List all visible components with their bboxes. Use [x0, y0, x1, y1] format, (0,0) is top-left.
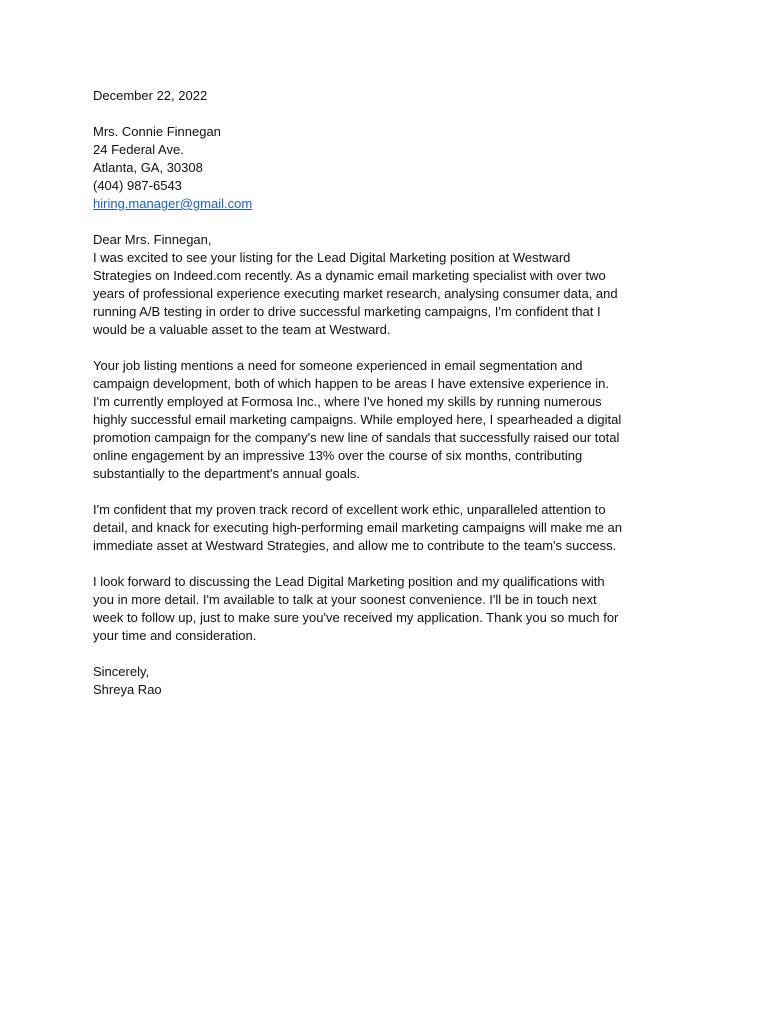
spacer — [93, 105, 683, 123]
recipient-email-link[interactable]: hiring.manager@gmail.com — [93, 196, 253, 211]
paragraph-line: your time and consideration. — [93, 628, 257, 643]
paragraph-line: substantially to the department's annual goals. — [93, 466, 360, 481]
paragraph-line: Strategies on Indeed.com recently. As a dynamic email marketing specialist with over two — [93, 268, 606, 283]
body-paragraph-4 — [93, 573, 683, 645]
paragraph-line: detail, and knack for executing high-performing email marketing campaigns will make me an — [93, 520, 622, 535]
body-paragraph-1 — [93, 249, 683, 339]
recipient-street: 24 Federal Ave. — [93, 142, 184, 157]
recipient-city-state-zip: Atlanta, GA, 30308 — [93, 160, 203, 175]
spacer — [93, 339, 683, 357]
paragraph-line: immediate asset at Westward Strategies, and allow me to contribute to the team's success. — [93, 538, 617, 553]
recipient-address-block — [93, 123, 683, 213]
paragraph-line: running A/B testing in order to drive successful marketing campaigns, I'm confident that I — [93, 304, 601, 319]
paragraph-line: I was excited to see your listing for the Lead Digital Marketing position at Westward — [93, 250, 571, 265]
paragraph-line: campaign development, both of which happen to be areas I have extensive experience in. — [93, 376, 610, 391]
paragraph-line: promotion campaign for the company's new line of sandals that successfully raised our total — [93, 430, 620, 445]
paragraph-line: would be a valuable asset to the team at Westward. — [93, 322, 391, 337]
paragraph-line: week to follow up, just to make sure you've received my application. Thank you so much for — [93, 610, 619, 625]
recipient-name: Mrs. Connie Finnegan — [93, 124, 221, 139]
body-paragraph-2 — [93, 357, 683, 483]
paragraph-line: online engagement by an impressive 13% over the course of six months, contributing — [93, 448, 583, 463]
body-paragraph-3 — [93, 501, 683, 555]
signature-name: Shreya Rao — [93, 682, 162, 697]
spacer — [93, 213, 683, 231]
letter-date: December 22, 2022 — [93, 88, 208, 103]
paragraph-line: you in more detail. I'm available to talk at your soonest convenience. I'll be in touch next — [93, 592, 597, 607]
spacer — [93, 555, 683, 573]
paragraph-line: I'm confident that my proven track record of excellent work ethic, unparalleled attention to — [93, 502, 606, 517]
cover-letter — [93, 87, 683, 699]
paragraph-line: I'm currently employed at Formosa Inc., where I've honed my skills by running numerous — [93, 394, 602, 409]
salutation: Dear Mrs. Finnegan, — [93, 232, 212, 247]
paragraph-line: highly successful email marketing campaigns. While employed here, I spearheaded a digital — [93, 412, 622, 427]
recipient-phone: (404) 987-6543 — [93, 178, 182, 193]
spacer — [93, 483, 683, 501]
paragraph-line: I look forward to discussing the Lead Digital Marketing position and my qualifications with — [93, 574, 605, 589]
spacer — [93, 645, 683, 663]
paragraph-line: years of professional experience executing market research, analysing consumer data, and — [93, 286, 618, 301]
paragraph-line: Your job listing mentions a need for someone experienced in email segmentation and — [93, 358, 583, 373]
closing: Sincerely, — [93, 664, 150, 679]
